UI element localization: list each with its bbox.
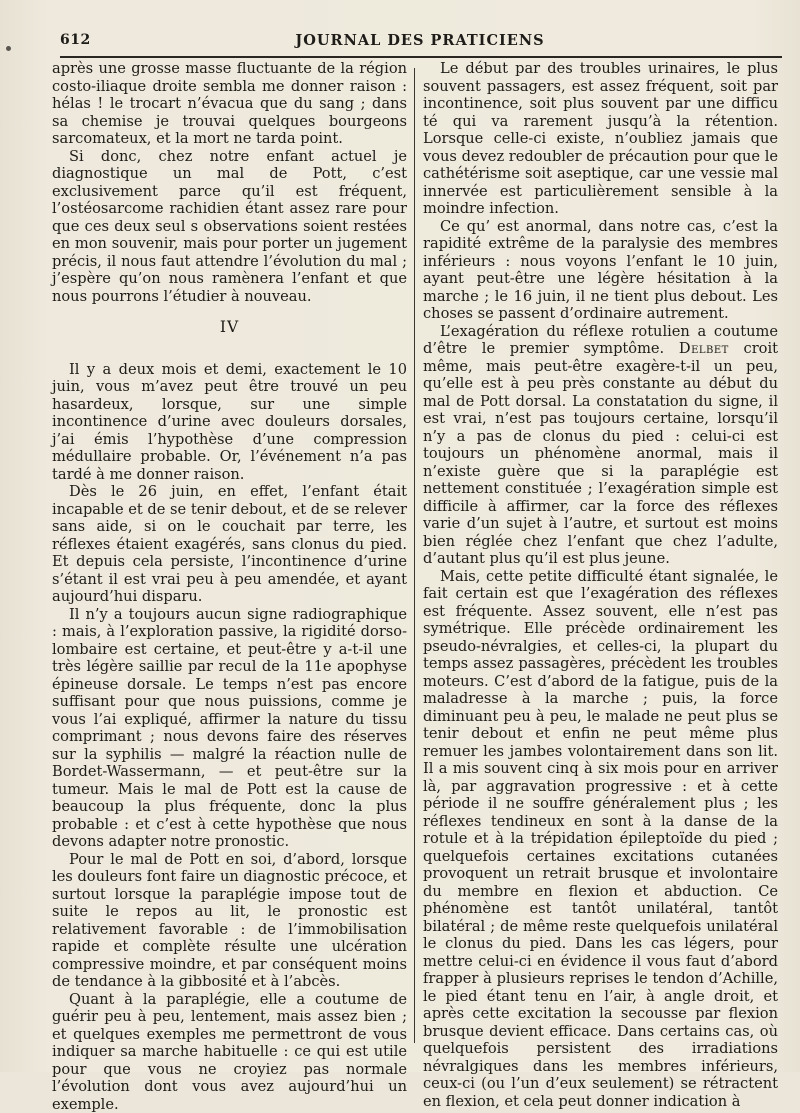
- header-rule: [60, 56, 782, 58]
- paragraph-text: L’exagération du réflexe rotulien a coutume d’être le premier symptôme.: [423, 323, 778, 358]
- paragraph: [423, 323, 778, 568]
- paragraph-text: croit même, mais peut-être exagère-t-il un peu, qu’elle est à peu près constante au début du mal de Pott dorsal. La constatation du signe, il est vrai, n’est pas toujours certaine, lorsqu’il n’y a pas de clonus du pied : celui-ci est toujours un phénomène anormal, mais il n’existe guère que si la paraplégie est nettement constituée ; l’exagération simple est difficile à affirmer, car la force des réflexes varie d’un sujet à l’autre, et surtout est moins bien réglée chez l’enfant que chez l’adulte, d’autant plus qu’il est plus jeune.: [423, 340, 778, 567]
- paragraph: Il n’y a toujours aucun signe radiographique : mais, à l’exploration passive, la rigidité dorso-lombaire est certaine, et peut-être y a-t-il une très légère saillie par recul de la 11e apophyse épineuse dorsale. Le temps n’est pas encore suffisant pour que nous puissions, comme je vous l’ai expliqué, affirmer la nature du tissu comprimant ; nous devons faire des réserves sur la syphilis — malgré la réaction nulle de Bordet-Wassermann, — et peut-être sur la tumeur. Mais le mal de Pott est la cause de beaucoup la plus fréquente, donc la plus probable : et c’est à cette hypothèse que nous devons adapter notre pronostic.: [52, 606, 407, 851]
- paragraph: Ce qu’ est anormal, dans notre cas, c’est la rapidité extrême de la paralysie des membres inférieurs : nous voyons l’enfant le 10 juin, ayant peut-être une légère hésitation à la marche ; le 16 juin, il ne tient plus debout. Les choses se passent d’ordinaire autrement.: [423, 218, 778, 323]
- column-divider: [414, 68, 415, 1043]
- section-heading: IV: [52, 319, 407, 337]
- paragraph: Si donc, chez notre enfant actuel je diagnostique un mal de Pott, c’est exclusivement parce qu’il est fréquent, l’ostéosarcome rachidien étant assez rare pour que ces deux seul s observations soient restées en mon souvenir, mais pour porter un jugement précis, il nous faut attendre l’évolution du mal ; j’espère qu’on nous ramènera l’enfant et que nous pourrons l’étudier à nouveau.: [52, 148, 407, 306]
- paragraph: Il y a deux mois et demi, exactement le 10 juin, vous m’avez peut être trouvé un peu hasardeux, lorsque, sur une simple incontinence d’urine avec douleurs dorsales, j’ai émis l’hypothèse d’une compression médullaire probable. Or, l’événement n’a pas tardé à me donner raison.: [52, 361, 407, 484]
- paragraph: Quant à la paraplégie, elle a coutume de guérir peu à peu, lentement, mais assez bien ; et quelques exemples me permettront de vous indiquer sa marche habituelle : ce qui est utile pour que vous ne croyiez pas normale l’évolution dont vous avez aujourd’hui un exemple.: [52, 991, 407, 1113]
- journal-title: JOURNAL DES PRATICIENS: [60, 32, 780, 49]
- page-number: 612: [60, 32, 91, 48]
- paragraph: Dès le 26 juin, en effet, l’enfant était incapable et de se tenir debout, et de se relever sans aide, si on le couchait par terre, les réflexes étaient exagérés, sans clonus du pied. Et depuis cela persiste, l’incontinence d’urine s’étant il est vrai peu à peu amendée, et ayant aujourd’hui disparu.: [52, 483, 407, 606]
- paragraph: Pour le mal de Pott en soi, d’abord, lorsque les douleurs font faire un diagnostic précoce, et surtout lorsque la paraplégie impose tout de suite le repos au lit, le pronostic est relativement favorable : de l’immobilisation rapide et complète résulte une ulcération compressive moindre, et par conséquent moins de tendance à la gibbosité et à l’abcès.: [52, 851, 407, 991]
- page-header: [60, 30, 780, 54]
- paragraph: après une grosse masse fluctuante de la région costo-iliaque droite sembla me donner raison : hélas ! le trocart n’évacua que du sang ; dans sa chemise je trouvai quelques bourgeons sarcomateux, et la mort ne tarda point.: [52, 60, 407, 148]
- left-column: [52, 60, 407, 1113]
- paragraph: Le début par des troubles urinaires, le plus souvent passagers, est assez fréquent, soit par incontinence, soit plus souvent par une difficu té qui va rarement jusqu’à la rétention. Lorsque celle-ci existe, n’oubliez jamais que vous devez redoubler de précaution pour que le cathétérisme soit aseptique, car une vessie mal innervée est particulièrement sensible à la moindre infection.: [423, 60, 778, 218]
- right-column: [423, 60, 778, 1110]
- paragraph: Mais, cette petite difficulté étant signalée, le fait certain est que l’exagération des réflexes est fréquente. Assez souvent, elle n’est pas symétrique. Elle précède ordinairement les pseudo-névralgies, et celles-ci, la plupart du temps assez passagères, précèdent les troubles moteurs. C’est d’abord de la fatigue, puis de la maladresse à la marche ; puis, la force diminuant peu à peu, le malade ne peut plus se tenir debout et enfin ne peut même plus remuer les jambes volontairement dans son lit. Il a mis souvent cinq à six mois pour en arriver là, par aggravation progressive : et à cette période il ne souffre généralement plus ; les réflexes tendineux en sont à la danse de la rotule et à la trépidation épileptoïde du pied ; quelquefois certaines excitations cutanées provoquent un retrait brusque et involontaire du membre en flexion et abduction. Ce phénomène est tantôt unilatéral, tantôt bilatéral ; de même reste quelquefois unilatéral le clonus du pied. Dans les cas légers, pour mettre celui-ci en évidence il vous faut d’abord frapper à plusieurs reprises le tendon d’Achille, le pied étant tenu en l’air, à angle droit, et après cette excitation la secousse par flexion brusque devient efficace. Dans certains cas, où quelquefois persistent des irradiations névralgiques dans les membres inférieurs, ceux-ci (ou l’un d’eux seulement) se rétractent en flexion, et cela peut donner indication à: [423, 568, 778, 1111]
- page-margin-mark: [6, 46, 11, 51]
- author-name: Delbet: [679, 340, 729, 357]
